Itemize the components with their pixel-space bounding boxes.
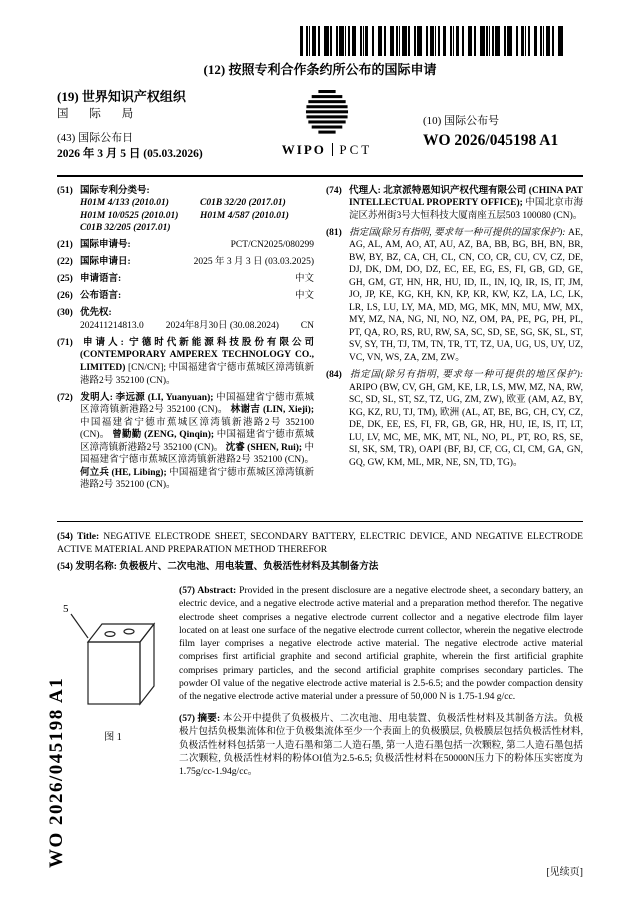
field-tag: (30) bbox=[57, 308, 73, 319]
publication-number-label: (10) 国际公布号 bbox=[423, 114, 500, 127]
bib-right-column bbox=[326, 185, 583, 474]
field-tag: (54) bbox=[57, 530, 73, 542]
abstract-section bbox=[57, 584, 583, 778]
ipc-code: C01B 32/20 (2017.01) bbox=[200, 198, 286, 209]
publication-date-value: 2026 年 3 月 5 日 (05.03.2026) bbox=[57, 148, 203, 161]
field-tag: (22) bbox=[57, 257, 73, 268]
org-bureau: 国 际 局 bbox=[57, 107, 143, 120]
figure-column bbox=[57, 584, 169, 778]
sidebar-publication-number: WO 2026/045198 A1 bbox=[46, 676, 67, 868]
barcode bbox=[300, 26, 564, 56]
priority-date: 2024年8月30日 (30.08.2024) bbox=[165, 320, 279, 331]
field-tag: (25) bbox=[57, 274, 73, 285]
title-label-en: Title: bbox=[77, 530, 100, 542]
wipo-globe-icon bbox=[300, 90, 354, 134]
continued-note: [见续页] bbox=[546, 867, 583, 878]
priority-country: CN bbox=[300, 320, 314, 331]
filing-date: 2025 年 3 月 3 日 (03.03.2025) bbox=[193, 257, 314, 268]
invention-title-zh: 负极极片、二次电池、用电装置、负极活性材料及其制备方法 bbox=[119, 561, 379, 573]
field-81-designated-states bbox=[326, 227, 583, 365]
priority-number: 202411214813.0 bbox=[80, 320, 144, 331]
field-tag: (54) bbox=[57, 561, 73, 573]
figure-battery-drawing bbox=[58, 594, 168, 724]
regional-designations-list: ARIPO (BW, CV, GH, GM, KE, LR, LS, MW, MZ, NA, RW, SC, SD, SL, ST, SZ, TZ, UG, ZM, ZW), 欧亚 (AM, AZ, BY, KG, KZ, RU, TJ, TM), 欧洲 (AL, AT, BE, BG, CH, CY, CZ, DE, DK, EE, ES, FI, FR, GB, GR, HR, HU, IE, IS, IT, LT, LU, LV, MC, ME, MK, MT, NL, NO, PL, PT, RO, RS, SE, SI, SK, SM, TR), OAPI (BF, BJ, CF, CG, CI, CM, GA, GN, GQ, GW, KM, ML, MR, NE, SN, TD, TG)。 bbox=[349, 382, 583, 468]
field-25-filing-language bbox=[57, 273, 314, 286]
agent-name: 北京派特恩知识产权代理有限公司 (CHINA PAT INTELLECTUAL PROPERTY OFFICE); bbox=[349, 185, 583, 209]
field-72-inventors bbox=[57, 392, 314, 492]
field-26-publication-language bbox=[57, 290, 314, 303]
title-label-zh: 发明名称: bbox=[75, 561, 117, 573]
field-label: 指定国(除另有指明, 要求每一种可提供的国家保护): bbox=[349, 227, 566, 238]
ipc-code-list bbox=[80, 197, 314, 235]
agent-address: 中国北京市海淀区苏州街3号大恒科技大厦南座五层503 100080 (CN)。 bbox=[349, 198, 583, 221]
application-number: PCT/CN2025/080299 bbox=[230, 240, 314, 251]
field-21-application-number bbox=[57, 239, 314, 252]
issuing-office-block bbox=[57, 88, 267, 163]
publication-number-value: WO 2026/045198 A1 bbox=[423, 132, 559, 150]
field-tag: (57) bbox=[179, 585, 195, 597]
title-english bbox=[57, 530, 583, 557]
wipo-logo-block bbox=[267, 88, 387, 163]
field-label: 公布语言: bbox=[80, 291, 122, 302]
document-type-line: (12) 按照专利合作条约所公布的国际申请 bbox=[203, 62, 437, 77]
ipc-code: H01M 4/587 (2010.01) bbox=[200, 210, 289, 221]
invention-title-en: NEGATIVE ELECTRODE SHEET, SECONDARY BATTERY, ELECTRIC DEVICE, AND NEGATIVE ELECTRODE ACTIVE MATERIAL AND PREPARATION METHOD THEREFOR bbox=[57, 530, 583, 556]
figure-caption: 图 1 bbox=[104, 731, 122, 743]
field-label: 申请人: bbox=[80, 337, 124, 348]
field-22-filing-date bbox=[57, 256, 314, 269]
inventor-name: 何立兵 (HE, Libing); bbox=[80, 467, 167, 478]
field-label: 申请语言: bbox=[80, 274, 122, 285]
ipc-code: H01M 10/0525 (2010.01) bbox=[80, 210, 179, 221]
applicant-address: [CN/CN]; 中国福建省宁德市蕉城区漳湾镇新港路2号 352100 (CN)。 bbox=[80, 362, 314, 386]
logo-separator bbox=[332, 143, 334, 156]
field-tag: (71) bbox=[57, 337, 73, 348]
abstract-label-en: Abstract: bbox=[197, 585, 237, 597]
field-label: 国际专利分类号: bbox=[80, 185, 150, 196]
org-name: (19) 世界知识产权组织 bbox=[57, 88, 186, 104]
field-tag: (74) bbox=[326, 185, 342, 196]
abstract-english bbox=[179, 584, 583, 703]
header-divider bbox=[57, 175, 583, 177]
field-tag: (81) bbox=[326, 227, 342, 238]
abstract-body-en: Provided in the present disclosure are a negative electrode sheet, a secondary battery, an electric device, and a negative electrode active material and a preparation method therefor. The negative electrode sheet comprises a negative electrode current collector and a negative electrode film layer located on at least one surface of the negative electrode current collector, wherein the negative electrode film layer comprises a negative electrode active material. The negative electrode active material comprises first artificial graphite and second artificial graphite, wherein the first artificial graphite comprises primary particles, and the second artificial graphite comprises secondary particles. The powder OI value of the negative electrode active material is 2.5-6.5; and the powder compaction density of the negative electrode active material under a pressure of 50,000 N is 1.75-1.94 g/cc. bbox=[179, 585, 583, 702]
title-section bbox=[57, 530, 583, 575]
publication-date-label: (43) 国际公布日 bbox=[57, 131, 134, 144]
field-74-agent bbox=[326, 185, 583, 223]
abstract-chinese bbox=[179, 712, 583, 778]
field-label: 国际申请日: bbox=[80, 257, 131, 268]
abstract-label-zh: 摘要: bbox=[197, 713, 221, 725]
inventor-name: 沈睿 (SHEN, Rui); bbox=[225, 442, 303, 453]
applicant-name: 宁德时代新能源科技股份有限公司 (CONTEMPORARY AMPEREX TECHNOLOGY CO., LIMITED) bbox=[80, 337, 314, 373]
field-label: 指定国(除另有指明, 要求每一种可提供的地区保护): bbox=[349, 370, 583, 381]
field-tag: (26) bbox=[57, 291, 73, 302]
field-tag: (21) bbox=[57, 240, 73, 251]
inventor-address: 中国福建省宁德市蕉城区漳湾镇新港路2号 352100 (CN)。 bbox=[80, 430, 315, 453]
ipc-code: C01B 32/205 (2017.01) bbox=[80, 223, 171, 234]
publication-number-block bbox=[423, 88, 583, 163]
inventor-name: 林谢吉 (LIN, Xieji); bbox=[230, 405, 314, 416]
publication-language: 中文 bbox=[294, 291, 314, 302]
bibliographic-columns bbox=[57, 185, 583, 521]
abstract-body-zh: 本公开中提供了负极极片、二次电池、用电装置、负极活性材料及其制备方法。负极极片包括负极集流体和位于负极集流体至少一个表面上的负极膜层, 负极膜层包括负极活性材料, 负极活性材料包括第一人造石墨和第二人造石墨, 第一人造石墨包括一次颗粒, 第二人造石墨包括二次颗粒, 负极活性材料的粉体OI值为2.5-6.5; 负极活性材料在50000N压力下的粉体压实密度为1.75g/cc-1.94g/cc。 bbox=[179, 713, 583, 778]
pct-wordmark: PCT bbox=[339, 142, 373, 158]
field-label: 国际申请号: bbox=[80, 240, 131, 251]
inventor-address: 中国福建省宁德市蕉城区漳湾镇新港路2号 352100 (CN)。 bbox=[80, 392, 315, 416]
bib-left-column bbox=[57, 185, 314, 497]
ipc-code: H01M 4/133 (2010.01) bbox=[80, 198, 169, 209]
abstract-text-column bbox=[179, 584, 583, 778]
field-label: 代理人: bbox=[349, 185, 381, 196]
field-30-priority bbox=[57, 307, 314, 332]
inventor-name: 曾勤勤 (ZENG, Qinqin); bbox=[112, 430, 215, 441]
field-84-regional-designations bbox=[326, 369, 583, 469]
inventor-address: 中国福建省宁德市蕉城区漳湾镇新港路2号 352100 (CN)。 bbox=[80, 467, 314, 491]
filing-language: 中文 bbox=[294, 274, 314, 285]
priority-row bbox=[80, 320, 314, 333]
figure-ref-label: 5 bbox=[63, 603, 69, 616]
header-row bbox=[57, 88, 583, 163]
wipo-pct-wordmark bbox=[267, 141, 387, 159]
title-chinese bbox=[57, 561, 583, 574]
title-divider bbox=[57, 521, 583, 522]
field-51-ipc bbox=[57, 185, 314, 235]
field-tag: (51) bbox=[57, 185, 73, 196]
field-tag: (57) bbox=[179, 713, 195, 725]
field-tag: (84) bbox=[326, 370, 342, 381]
field-label: 发明人: bbox=[80, 392, 113, 403]
inventor-address: 中国福建省宁德市蕉城区漳湾镇新港路2号 352100 (CN)。 bbox=[80, 417, 314, 441]
field-tag: (72) bbox=[57, 392, 73, 403]
inventor-name: 李远源 (LI, Yuanyuan); bbox=[115, 392, 214, 403]
field-71-applicant bbox=[57, 337, 314, 387]
wipo-wordmark: WIPO bbox=[281, 142, 326, 158]
field-label: 优先权: bbox=[80, 308, 112, 319]
designated-states-list: AE, AG, AL, AM, AO, AT, AU, AZ, BA, BB, BG, BH, BN, BR, BW, BY, BZ, CA, CH, CL, CN, CO, CR, CU, CV, CZ, DE, DJ, DK, DM, DO, DZ, EC, EE, EG, ES, FI, GB, GD, GE, GH, GM, GT, HN, HR, HU, ID, IL, IN, IQ, IR, IS, IT, JM, JO, JP, KE, KG, KH, KN, KP, KR, KW, KZ, LA, LC, LK, LR, LS, LU, LY, MA, MD, MG, MK, MN, MU, MW, MX, MY, MZ, NA, NG, NI, NO, NZ, OM, PA, PE, PG, PH, PL, PT, QA, RO, RS, RU, RW, SA, SC, SD, SE, SG, SK, SL, ST, SV, SY, TH, TJ, TM, TN, TR, TT, TZ, UA, UG, US, UY, UZ, VC, VN, WS, ZA, ZM, ZW。 bbox=[349, 227, 584, 364]
inventor-address: 中国福建省宁德市蕉城区漳湾镇新港路2号 352100 (CN)。 bbox=[80, 442, 315, 466]
